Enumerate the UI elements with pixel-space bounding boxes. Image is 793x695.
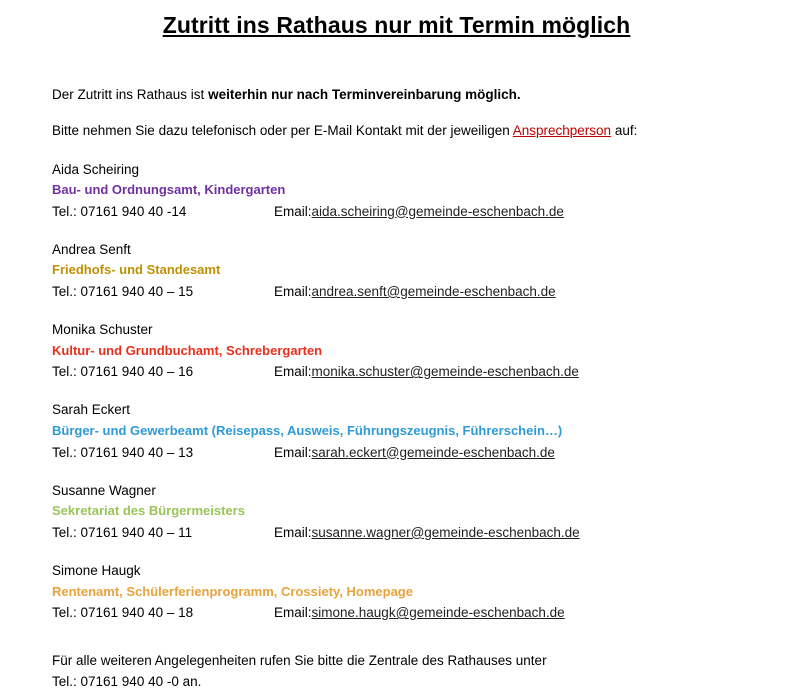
contact-list: [52, 160, 741, 624]
footer-note: [52, 651, 741, 693]
contact-email-label: Email:: [274, 605, 312, 621]
intro-paragraph-2: [52, 121, 741, 141]
contact-name: Susanne Wagner: [52, 482, 156, 498]
contact-name: Aida Scheiring: [52, 161, 140, 177]
contact-role: Friedhofs- und Standesamt: [52, 262, 221, 278]
contact-name: Monika Schuster: [52, 322, 153, 338]
footer-line-1: Für alle weiteren Angelegenheiten rufen Sie bitte die Zentrale des Rathauses unter: [52, 653, 547, 669]
intro-text-plain: Der Zutritt ins Rathaus ist: [52, 87, 209, 102]
contact-phone: Tel.: 07161 940 40 – 15: [52, 283, 194, 299]
contact-details-row: [52, 603, 741, 623]
contact-phone: Tel.: 07161 940 40 -14: [52, 203, 187, 219]
contact-email-label: Email:: [274, 444, 312, 460]
contact-role: Sekretariat des Bürgermeisters: [52, 503, 245, 519]
list-item: [52, 240, 741, 302]
contact-email-label: Email:: [274, 364, 312, 380]
contact-details-row: [52, 282, 741, 302]
intro-text-bold: weiterhin nur nach Terminvereinbarung möglich.: [208, 87, 521, 102]
contact-details-row: [52, 202, 741, 222]
contact-email-link[interactable]: susanne.wagner@gemeinde-eschenbach.de: [311, 524, 580, 540]
contact-name: Andrea Senft: [52, 241, 131, 257]
contact-phone: Tel.: 07161 940 40 – 18: [52, 605, 194, 621]
contact-phone: Tel.: 07161 940 40 – 16: [52, 364, 194, 380]
intro-paragraph-1: [52, 85, 741, 105]
contact-email-link[interactable]: simone.haugk@gemeinde-eschenbach.de: [311, 605, 565, 621]
contact-email-link[interactable]: aida.scheiring@gemeinde-eschenbach.de: [311, 203, 564, 219]
contact-details-row: [52, 523, 741, 543]
footer-line-2: Tel.: 07161 940 40 -0 an.: [52, 674, 202, 690]
document-page: [0, 6, 793, 695]
contact-name: Sarah Eckert: [52, 402, 131, 418]
contact-role: Bau- und Ordnungsamt, Kindergarten: [52, 182, 286, 198]
page-title: Zutritt ins Rathaus nur mit Termin möglich: [162, 12, 631, 38]
contact-phone: Tel.: 07161 940 40 – 13: [52, 444, 194, 460]
contact-details-row: [52, 443, 741, 463]
contact-role: Kultur- und Grundbuchamt, Schrebergarten: [52, 342, 323, 358]
contact-email-link[interactable]: monika.schuster@gemeinde-eschenbach.de: [311, 364, 579, 380]
contact-role: Rentenamt, Schülerferienprogramm, Crossiety, Homepage: [52, 583, 413, 599]
contact-email-label: Email:: [274, 203, 312, 219]
list-item: [52, 160, 741, 222]
list-item: [52, 400, 741, 462]
contact-name: Simone Haugk: [52, 563, 141, 579]
list-item: [52, 481, 741, 543]
contact-details-row: [52, 362, 741, 382]
contact-role: Bürger- und Gewerbeamt (Reisepass, Ausweis, Führungszeugnis, Führerschein…): [52, 423, 563, 438]
contact-email-link[interactable]: sarah.eckert@gemeinde-eschenbach.de: [311, 444, 555, 460]
ansprechperson-link[interactable]: Ansprechperson: [512, 123, 612, 139]
intro2-text-before: Bitte nehmen Sie dazu telefonisch oder per E-Mail Kontakt mit der jeweiligen: [52, 123, 513, 139]
list-item: [52, 561, 741, 623]
contact-email-label: Email:: [274, 524, 312, 540]
contact-phone: Tel.: 07161 940 40 – 11: [52, 524, 193, 540]
list-item: [52, 320, 741, 382]
contact-email-link[interactable]: andrea.senft@gemeinde-eschenbach.de: [311, 283, 556, 299]
intro2-text-after: auf:: [611, 123, 638, 139]
contact-email-label: Email:: [274, 283, 312, 299]
